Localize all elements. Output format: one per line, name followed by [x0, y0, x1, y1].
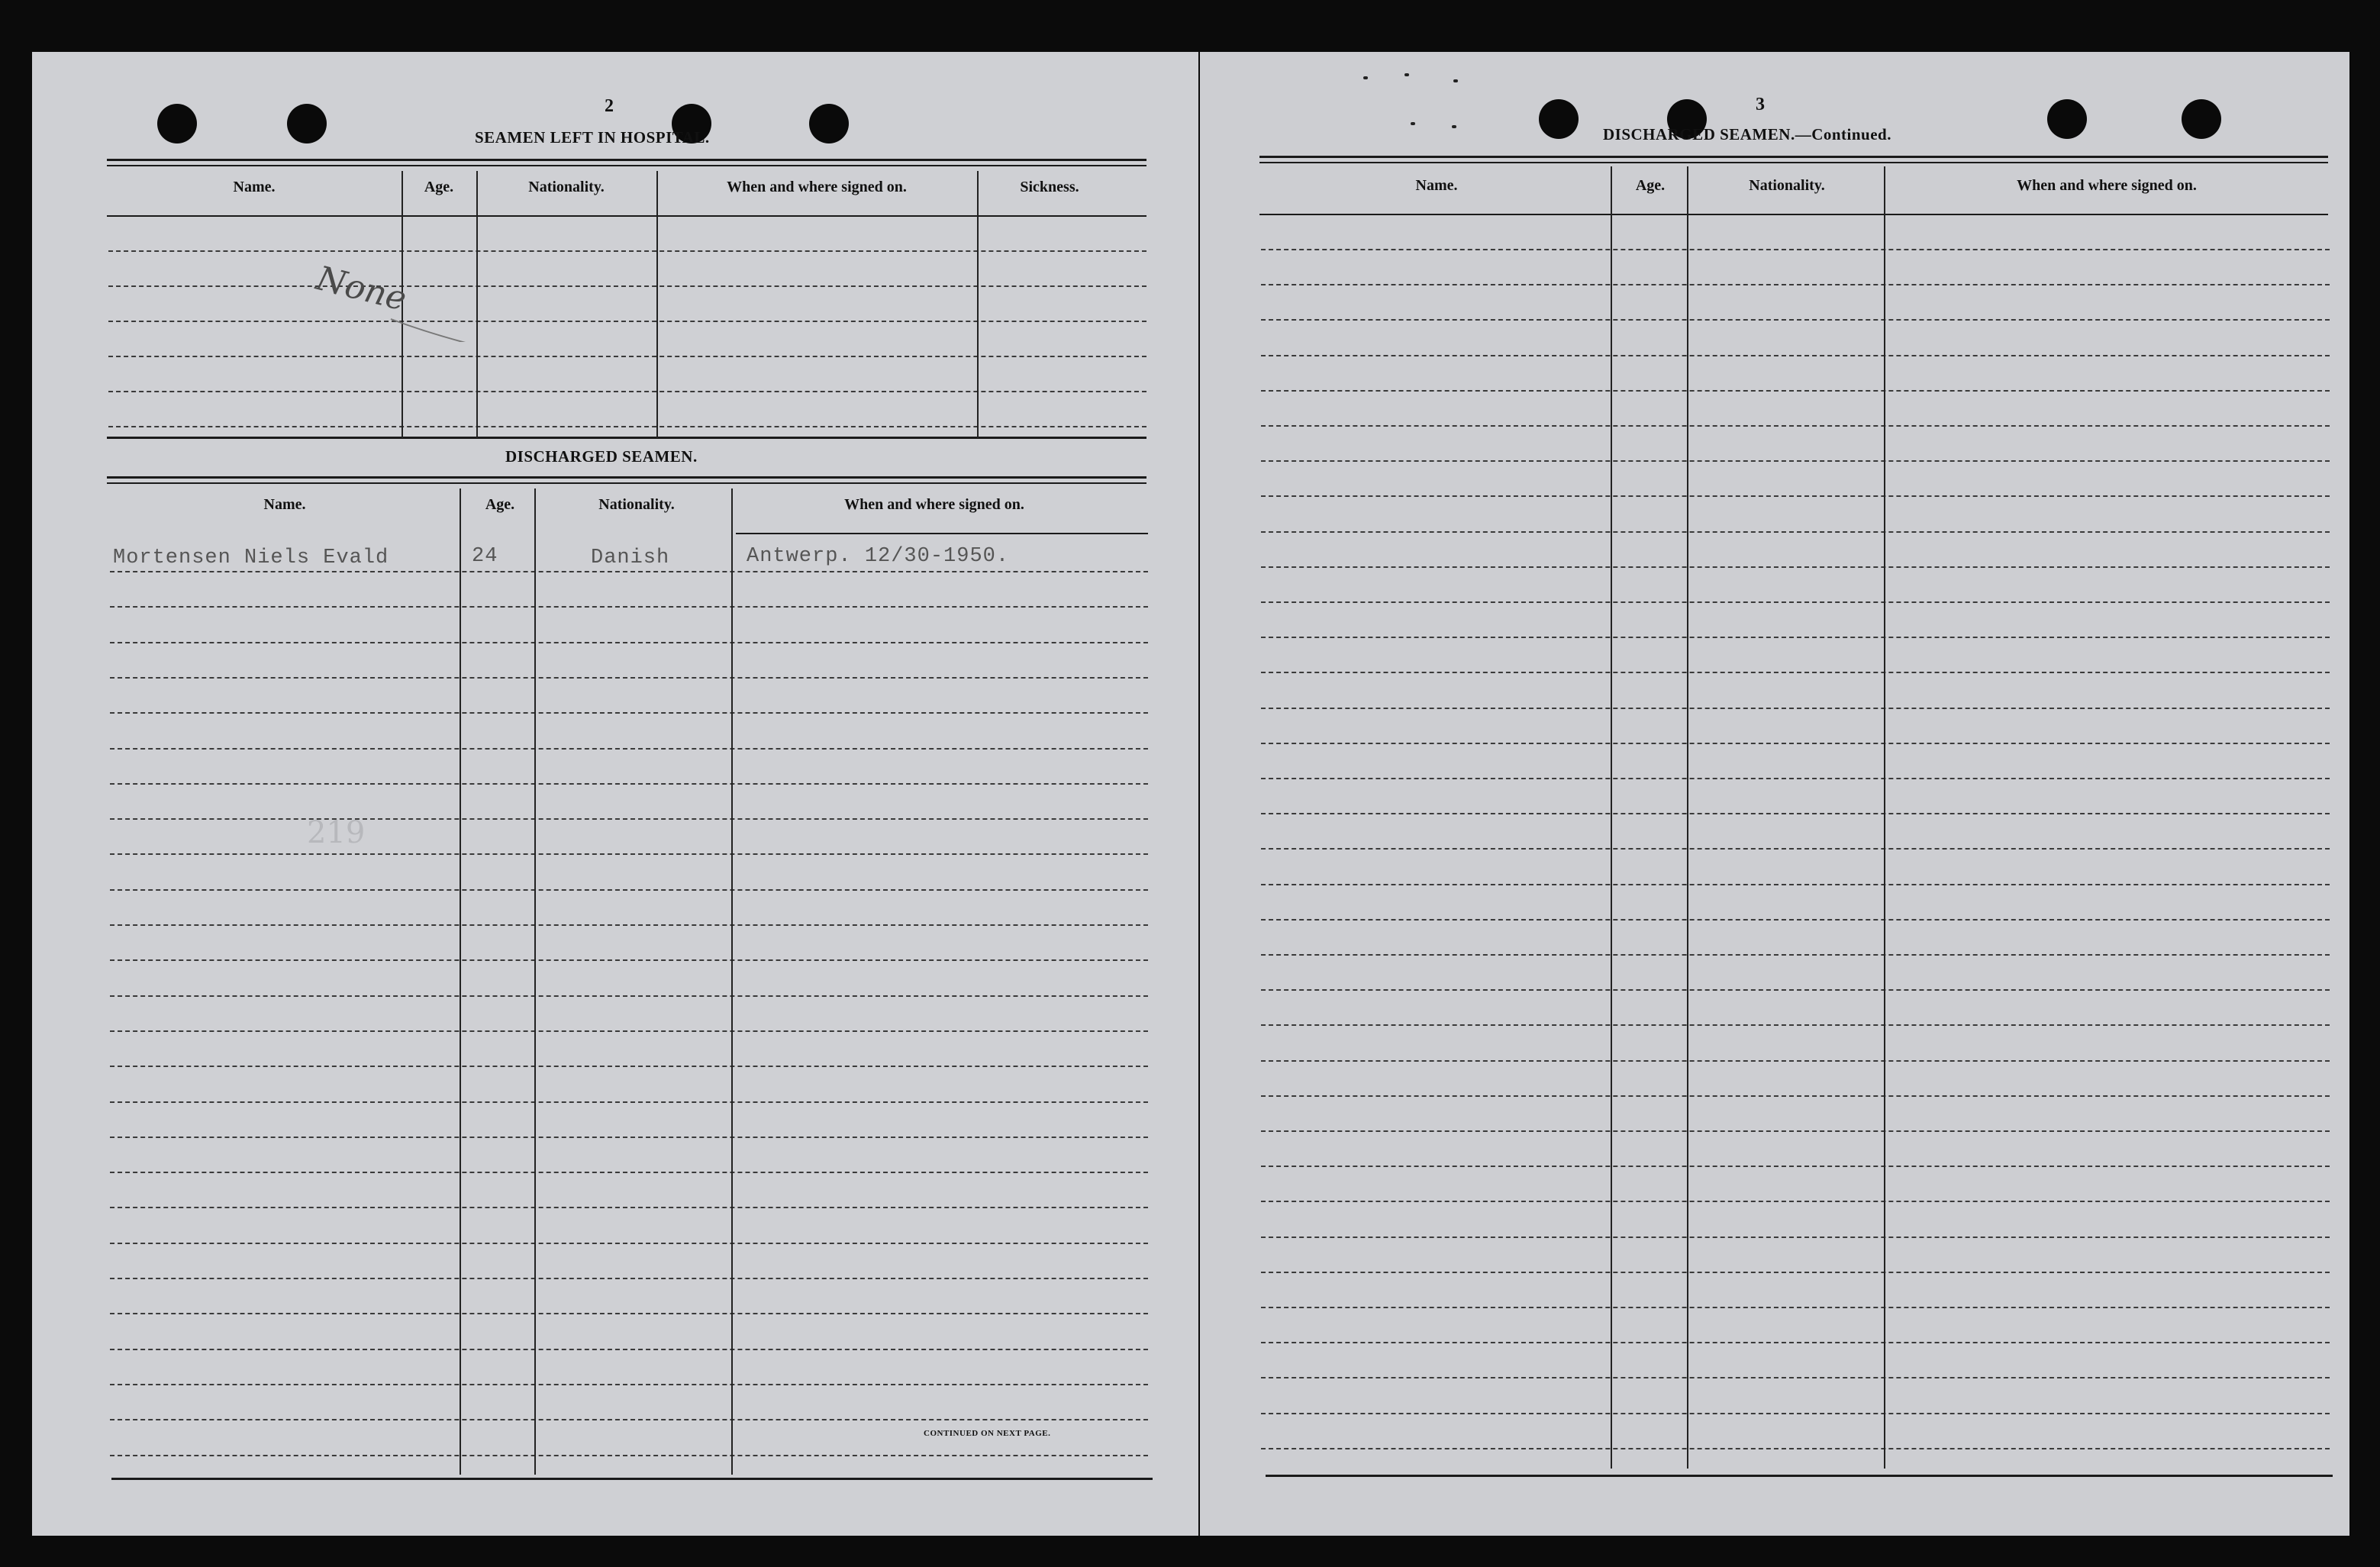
col-header-name: Name. — [1415, 177, 1458, 194]
ruled-line — [110, 783, 1148, 785]
col-header-age: Age. — [1635, 177, 1666, 194]
hospital-section-title: SEAMEN LEFT IN HOSPITAL. — [475, 128, 710, 147]
ruled-line — [1261, 1095, 2330, 1097]
ruled-line — [110, 1313, 1148, 1314]
ruled-line — [1261, 1237, 2330, 1238]
punch-hole — [2182, 99, 2221, 139]
left-page — [32, 52, 1198, 1536]
discharged-continued-title: DISCHARGED SEAMEN.—Continued. — [1603, 125, 1891, 143]
ruled-line — [1261, 425, 2330, 427]
continued-note: CONTINUED ON NEXT PAGE. — [924, 1429, 1051, 1438]
ruled-line — [1261, 919, 2330, 921]
entry-name: Mortensen Niels Evald — [113, 547, 389, 569]
ruled-line — [1261, 637, 2330, 638]
ruled-line — [110, 1030, 1148, 1032]
col-header-age: Age. — [424, 179, 454, 195]
ruled-line — [1261, 1024, 2330, 1026]
ruled-line — [110, 1349, 1148, 1350]
ruled-line — [110, 889, 1148, 891]
right-page — [1200, 52, 2349, 1536]
ruled-line — [110, 1172, 1148, 1173]
col-header-signed-on: When and where signed on. — [844, 496, 1024, 513]
ruled-line — [110, 677, 1148, 679]
ruled-line — [1261, 249, 2330, 250]
ruled-line — [1261, 884, 2330, 885]
punch-hole — [809, 104, 849, 143]
ruled-line — [1261, 1413, 2330, 1414]
ruled-line — [110, 818, 1148, 820]
ruled-line — [1261, 390, 2330, 392]
ruled-line — [110, 995, 1148, 997]
ruled-line — [1261, 1201, 2330, 1202]
col-header-signed-on: When and where signed on. — [2017, 177, 2197, 194]
ruled-line — [1261, 672, 2330, 673]
ruled-line — [110, 748, 1148, 750]
ruled-line — [1261, 954, 2330, 956]
ruled-line — [110, 924, 1148, 926]
ruled-line — [1261, 708, 2330, 709]
ruled-line — [110, 1384, 1148, 1385]
ruled-line — [110, 1278, 1148, 1279]
ruled-line — [1261, 1130, 2330, 1132]
punch-hole — [157, 104, 197, 143]
col-header-nationality: Nationality. — [598, 496, 675, 513]
col-header-nationality: Nationality. — [528, 179, 605, 195]
ruled-line — [1261, 1166, 2330, 1167]
ruled-line — [1261, 460, 2330, 462]
ruled-line — [1261, 1377, 2330, 1378]
handwritten-none — [284, 235, 559, 342]
ruled-line — [110, 1137, 1148, 1138]
ruled-line — [1261, 1307, 2330, 1308]
ruled-line — [110, 571, 1148, 572]
discharged-section-title: DISCHARGED SEAMEN. — [505, 447, 698, 466]
stamp-number: 219 — [307, 815, 366, 850]
ruled-line — [1261, 778, 2330, 779]
ruled-line — [1261, 989, 2330, 991]
col-header-age: Age. — [485, 496, 515, 513]
col-header-sickness: Sickness. — [1020, 179, 1079, 195]
ruled-line — [1261, 601, 2330, 603]
entry-nationality: Danish — [591, 547, 670, 569]
ruled-line — [110, 606, 1148, 608]
page-number: 2 — [605, 96, 614, 116]
ruled-line — [110, 853, 1148, 855]
ruled-line — [1261, 495, 2330, 497]
ruled-line — [1261, 1060, 2330, 1062]
page-number: 3 — [1756, 95, 1765, 114]
ruled-line — [1261, 566, 2330, 568]
punch-hole — [1539, 99, 1579, 139]
ruled-line — [1261, 531, 2330, 533]
entry-signed-on: Antwerp. 12/30-1950. — [747, 545, 1010, 568]
ruled-line — [1261, 1448, 2330, 1449]
ruled-line — [110, 642, 1148, 643]
entry-age: 24 — [472, 545, 498, 568]
ruled-line — [1261, 1342, 2330, 1343]
ruled-line — [110, 1066, 1148, 1067]
col-header-signed-on: When and where signed on. — [727, 179, 907, 195]
ruled-line — [110, 712, 1148, 714]
ruled-line — [110, 1207, 1148, 1208]
ruled-line — [1261, 813, 2330, 814]
ruled-line — [1261, 284, 2330, 285]
ruled-line — [110, 1419, 1148, 1420]
ruled-line — [1261, 1272, 2330, 1273]
punch-hole — [287, 104, 327, 143]
ruled-line — [1261, 848, 2330, 850]
col-header-nationality: Nationality. — [1749, 177, 1825, 194]
svg-text:None: None — [312, 259, 411, 319]
col-header-name: Name. — [263, 496, 306, 513]
ruled-line — [110, 1243, 1148, 1244]
ruled-line — [1261, 319, 2330, 321]
ruled-line — [1261, 355, 2330, 356]
punch-hole — [2047, 99, 2087, 139]
ruled-line — [110, 1455, 1148, 1456]
col-header-name: Name. — [233, 179, 276, 195]
ruled-line — [110, 959, 1148, 961]
ruled-line — [110, 1101, 1148, 1103]
ruled-line — [1261, 743, 2330, 744]
